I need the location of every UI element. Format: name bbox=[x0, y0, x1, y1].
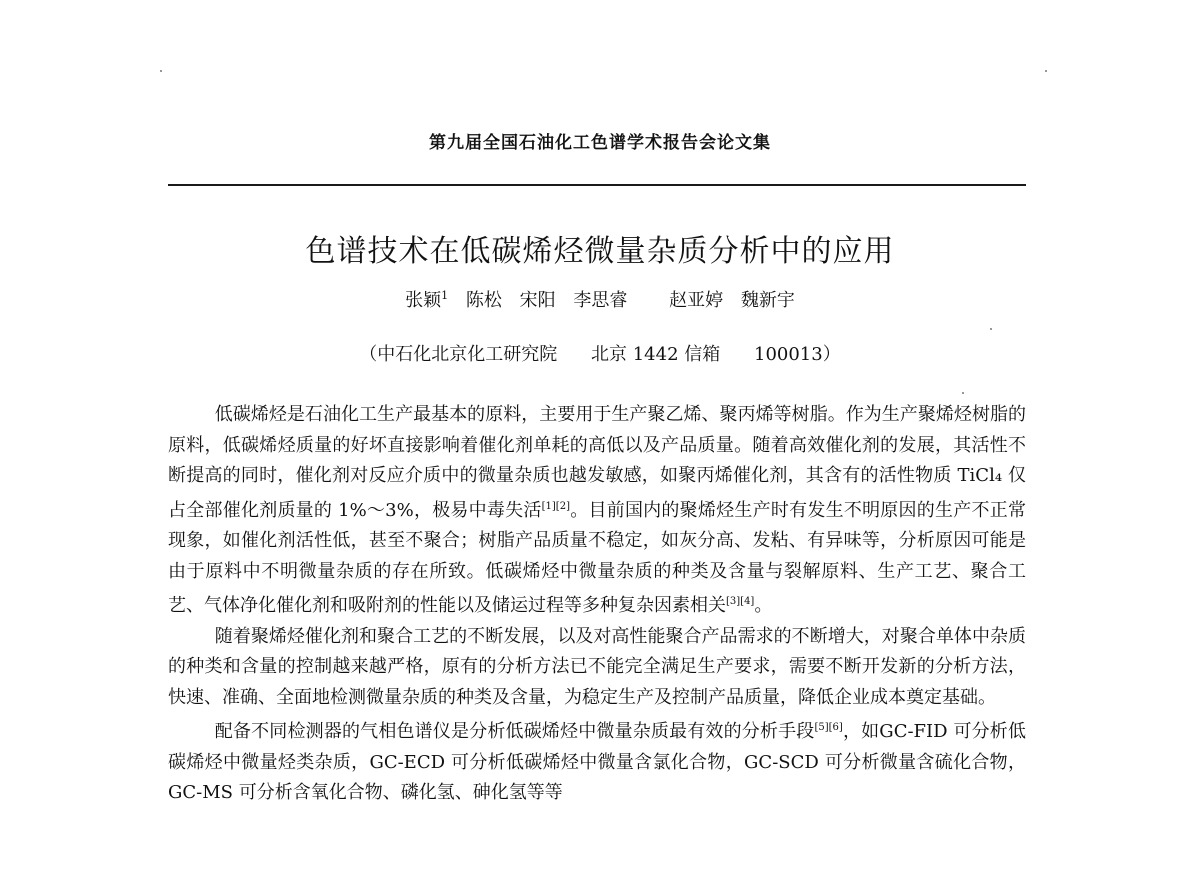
author: 赵亚婷 bbox=[669, 290, 724, 311]
author: 魏新宇 bbox=[740, 290, 795, 311]
citation: [1][2] bbox=[541, 500, 570, 512]
scan-speck bbox=[160, 70, 162, 72]
affiliation-address: 北京 1442 信箱 bbox=[591, 344, 721, 365]
scan-speck bbox=[990, 328, 992, 330]
author: 李思睿 bbox=[573, 290, 628, 311]
citation: [3][4] bbox=[726, 596, 755, 607]
author-list bbox=[0, 286, 1200, 312]
paragraph-text: 。目前国内的聚烯烃生产时有发生不明原因的生产不正常现象，如催化剂活性低，甚至不聚合；树脂产品质量不稳定，如灰分高、发粘、有异味等，分析原因可能是由于原料中不明微量杂质的存在所致。低碳烯烃中微量杂质的种类及含量与裂解原料、生产工艺、聚合工艺、气体净化催化剂和吸附剂的性能以及储运过程等多种复杂因素相关 bbox=[168, 499, 1026, 616]
paper-title: 色谱技术在低碳烯烃微量杂质分析中的应用 bbox=[305, 234, 895, 269]
header-rule bbox=[168, 184, 1026, 186]
paragraph-text: ，如GC-FID 可分析低碳烯烃中微量烃类杂质，GC-ECD 可分析低碳烯烃中微量含氯化合物，GC-SCD 可分析微量含硫化合物，GC-MS 可分析含氧化合物、磷化氢、砷化氢等等 bbox=[168, 721, 1026, 803]
scan-speck bbox=[962, 392, 964, 394]
author: 陈松 bbox=[465, 290, 502, 311]
scan-speck bbox=[1045, 70, 1047, 72]
proceedings-header: 第九届全国石油化工色谱学术报告会论文集 bbox=[429, 133, 771, 153]
paragraph-text: 。 bbox=[754, 595, 773, 616]
affiliation-postcode: 100013） bbox=[754, 344, 841, 365]
paragraph-2 bbox=[168, 622, 1026, 714]
author: 张颖$^1$ bbox=[405, 289, 449, 311]
paragraph-text: 配备不同检测器的气相色谱仪是分析低碳烯烃中微量杂质最有效的分析手段 bbox=[214, 721, 815, 742]
paragraph-text: 随着聚烯烃催化剂和聚合工艺的不断发展，以及对高性能聚合产品需求的不断增大，对聚合单体中杂质的种类和含量的控制越来越严格，原有的分析方法已不能完全满足生产要求，需要不断开发新的分析方法，快速、准确、全面地检测微量杂质的种类及含量，为稳定生产及控制产品质量，降低企业成本奠定基础。 bbox=[168, 625, 1026, 708]
body-text bbox=[168, 400, 1026, 809]
paragraph-text: 低碳烯烃是石油化工生产最基本的原料，主要用于生产聚乙烯、聚丙烯等树脂。作为生产聚烯烃树脂的原料，低碳烯烃质量的好坏直接影响着催化剂单耗的高低以及产品质量。随着高效催化剂的发展，其活性不断提高的同时，催化剂对反应介质中的微量杂质也越发敏感，如聚丙烯催化剂，其含有的活性物质 TiCl₄ 仅占全部催化剂质量的 1%～3%，极易中毒失活 bbox=[168, 404, 1026, 521]
affiliation bbox=[0, 340, 1200, 366]
citation: [5][6] bbox=[814, 722, 843, 733]
paragraph-1 bbox=[168, 400, 1026, 622]
author-mark: 1 bbox=[441, 289, 449, 302]
affiliation-institute: （中石化北京化工研究院 bbox=[359, 344, 558, 365]
author: 宋阳 bbox=[519, 290, 556, 311]
paragraph-3 bbox=[168, 713, 1026, 809]
